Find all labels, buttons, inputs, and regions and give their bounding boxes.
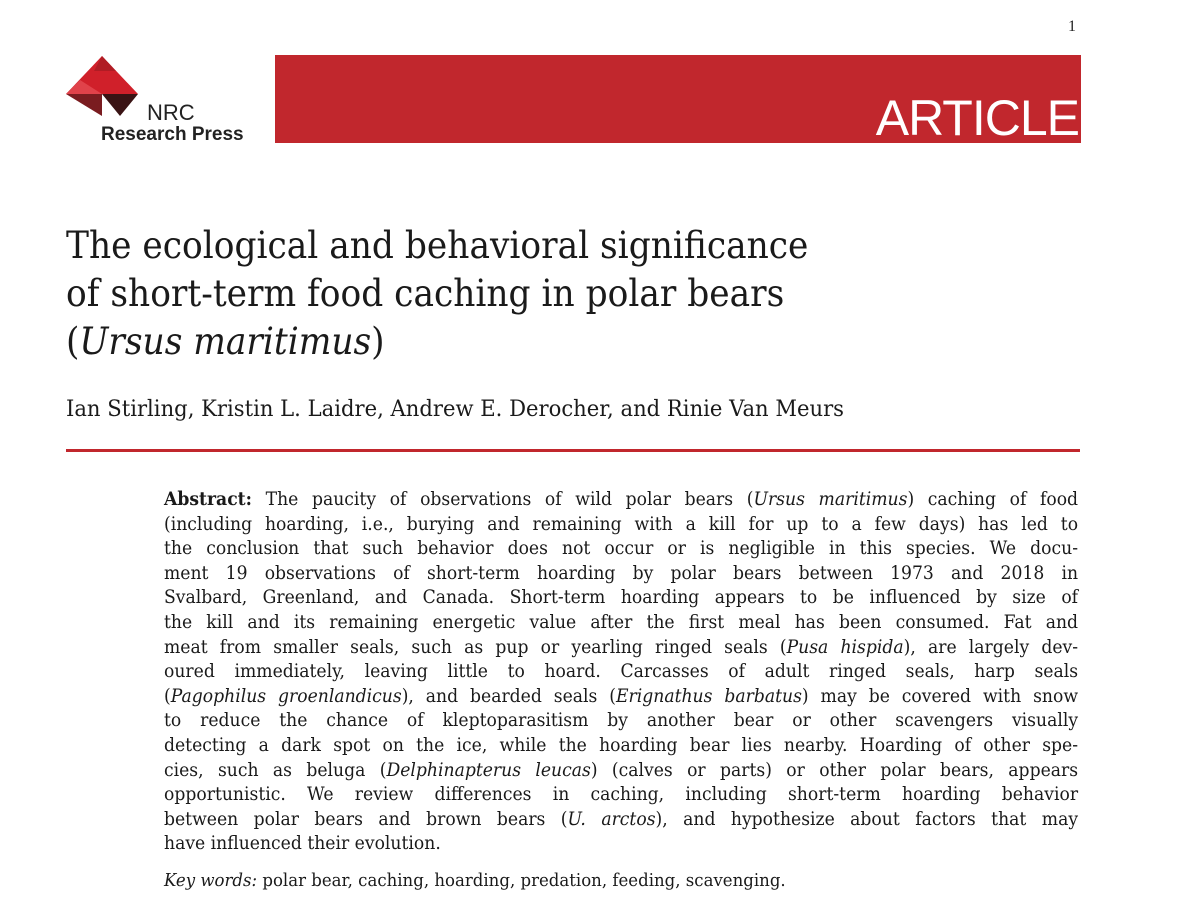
title-paren-open: ( xyxy=(66,320,80,363)
abstract-text: ), and hypothesize about factors that may xyxy=(655,807,1079,830)
abstract-line xyxy=(164,585,1078,610)
abstract-species-name: Erignathus barbatus xyxy=(615,684,802,707)
abstract-text: have influenced their evolution. xyxy=(164,832,441,855)
abstract-text: meat from smaller seals, such as pup or yearling ringed seals ( xyxy=(164,635,787,658)
abstract-species-name: U. arctos xyxy=(567,807,656,830)
abstract-line xyxy=(164,831,1078,856)
abstract-text: ment 19 observations of short-term hoarding by polar bears between 1973 and 2018 in xyxy=(164,561,1079,584)
abstract-text: ), and bearded seals ( xyxy=(401,684,616,707)
abstract-text: detecting a dark spot on the ice, while the hoarding bear lies nearby. Hoarding of other spe- xyxy=(164,733,1079,756)
title-divider xyxy=(66,449,1080,452)
abstract-species-name: Pagophilus groenlandicus xyxy=(170,684,402,707)
abstract-text: ( xyxy=(164,684,171,707)
abstract-line xyxy=(164,610,1078,635)
keywords-label: Key words: xyxy=(164,870,258,891)
abstract-text: ) may be covered with snow xyxy=(801,684,1079,707)
abstract-text: between polar bears and brown bears ( xyxy=(164,807,568,830)
abstract-species-name: Pusa hispida xyxy=(786,635,904,658)
publisher-name-press: Research Press xyxy=(101,124,244,145)
abstract-label: Abstract: xyxy=(164,488,252,510)
abstract-line xyxy=(164,758,1078,783)
title-species: Ursus maritimus xyxy=(79,320,372,363)
abstract-text: (including hoarding, i.e., burying and remaining with a kill for up to a few days) has led to xyxy=(164,512,1079,535)
title-line: The ecological and behavioral significance xyxy=(66,224,809,267)
abstract-text: ) caching of food xyxy=(907,488,1079,510)
abstract-line xyxy=(164,512,1078,537)
title-paren-close: ) xyxy=(371,320,385,363)
page-number: 1 xyxy=(1068,18,1076,35)
article-title xyxy=(66,222,996,366)
abstract-line xyxy=(164,733,1078,758)
abstract-text: The paucity of observations of wild polar bears ( xyxy=(251,488,754,510)
publisher-name-nrc: NRC xyxy=(147,100,195,125)
abstract-text: ), are largely dev- xyxy=(903,635,1079,658)
abstract-line xyxy=(164,635,1078,660)
abstract-line xyxy=(164,807,1078,832)
author-list: Ian Stirling, Kristin L. Laidre, Andrew E. Derocher, and Rinie Van Meurs xyxy=(66,397,845,422)
abstract-line xyxy=(164,782,1078,807)
abstract-text: to reduce the chance of kleptoparasitism by another bear or other scavengers visually xyxy=(164,709,1079,732)
article-header-bar xyxy=(275,55,1081,146)
abstract-text: oured immediately, leaving little to hoard. Carcasses of adult ringed seals, harp seals xyxy=(164,660,1079,683)
abstract-line xyxy=(164,487,1078,512)
abstract-text: cies, such as beluga ( xyxy=(164,758,387,781)
abstract-line xyxy=(164,561,1078,586)
title-line: of short-term food caching in polar bears xyxy=(66,272,785,315)
abstract-line xyxy=(164,536,1078,561)
keywords-text: polar bear, caching, hoarding, predation, feeding, scavenging. xyxy=(257,870,786,891)
abstract-species-name: Ursus maritimus xyxy=(753,488,908,510)
keywords xyxy=(164,870,786,891)
abstract-text: the conclusion that such behavior does not occur or is negligible in this species. We docu- xyxy=(164,537,1079,560)
abstract-line xyxy=(164,659,1078,684)
abstract-line xyxy=(164,684,1078,709)
abstract-text: ) (calves or parts) or other polar bears, appears xyxy=(590,758,1079,781)
abstract-text: the kill and its remaining energetic value after the first meal has been consumed. Fat and xyxy=(164,610,1079,633)
title-line xyxy=(66,318,996,366)
abstract-text: Svalbard, Greenland, and Canada. Short-term hoarding appears to be influenced by size of xyxy=(164,586,1079,609)
publisher-logo xyxy=(101,100,244,144)
article-label: ARTICLE xyxy=(875,90,1079,146)
abstract-species-name: Delphinapterus leucas xyxy=(386,758,591,781)
abstract-text: opportunistic. We review differences in caching, including short-term hoarding behavior xyxy=(164,783,1079,806)
abstract-line xyxy=(164,708,1078,733)
abstract xyxy=(164,487,1078,856)
